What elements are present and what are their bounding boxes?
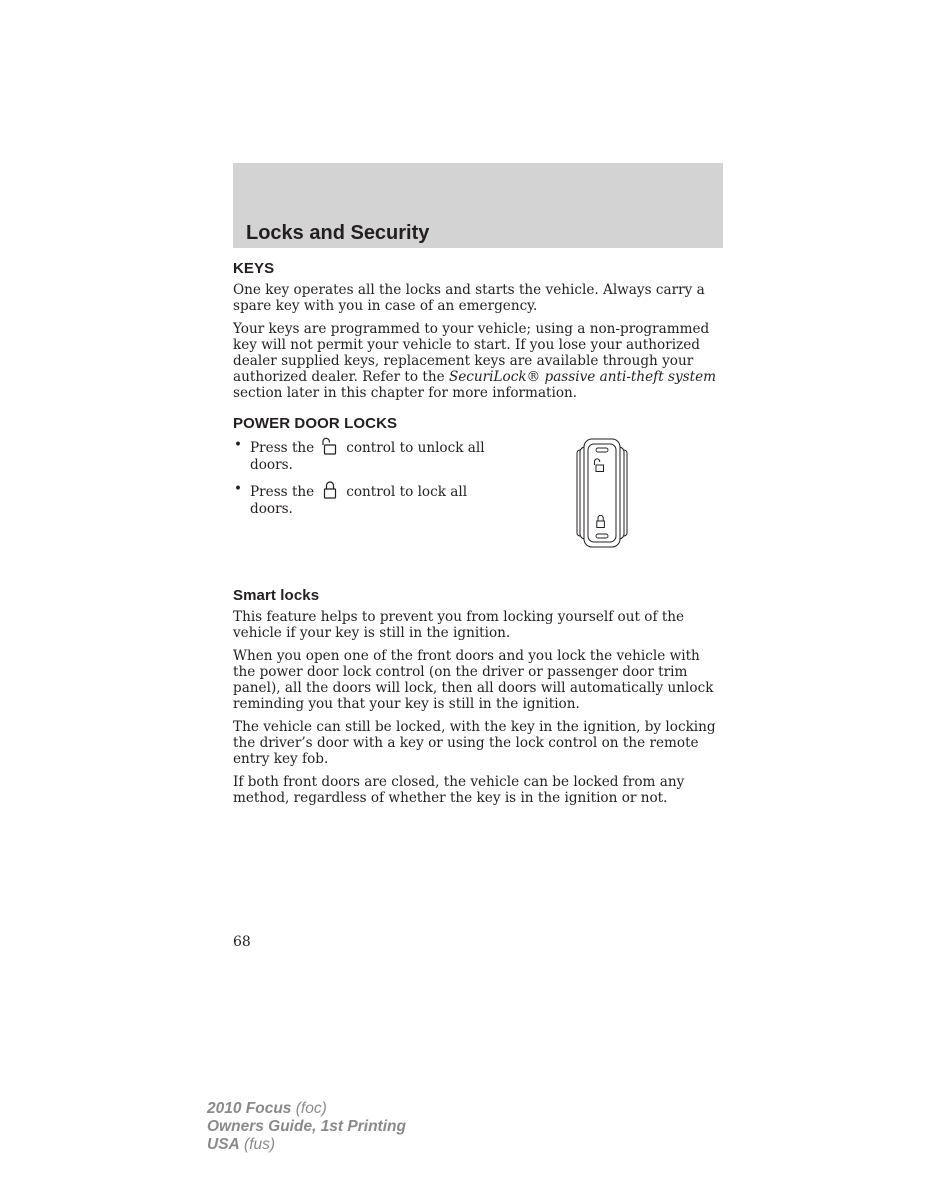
smart-locks-paragraph-3: The vehicle can still be locked, with the key in the ignition, by locking the driver’s door with a key or using the lock control on the remote entry key fob. [233, 719, 716, 767]
keys-heading: KEYS [233, 260, 275, 277]
list-item [233, 481, 500, 518]
bullet-dot: • [234, 437, 243, 453]
keys-paragraph-2 [233, 321, 725, 401]
bullet-text-end: control to unlock all doors. [250, 440, 485, 473]
footer-edition: Owners Guide, 1st Printing [207, 1118, 406, 1135]
securilock-reference: SecuriLock® passive anti-theft system [448, 369, 717, 385]
footer-model-code: (foc) [291, 1100, 327, 1117]
keys-paragraph-1: One key operates all the locks and starts the vehicle. Always carry a spare key with you in case of an emergency. [233, 282, 705, 314]
footer-market-code: (fus) [239, 1136, 276, 1153]
smart-locks-paragraph-1: This feature helps to prevent you from locking yourself out of the vehicle if your key is still in the ignition. [233, 609, 685, 641]
power-door-locks-list [233, 437, 725, 587]
footer-model: 2010 Focus [207, 1100, 292, 1117]
footer-line-1 [207, 1100, 406, 1118]
section-header-band [233, 163, 723, 248]
footer-line-3 [207, 1136, 406, 1154]
door-lock-switch-illustration [576, 437, 628, 549]
smart-locks-paragraph-4: If both front doors are closed, the vehicle can be locked from any method, regardless of whether the key is in the ignition or not. [233, 774, 685, 806]
footer-market: USA [207, 1136, 240, 1153]
smart-locks-paragraph-2: When you open one of the front doors and you lock the vehicle with the power door lock control (on the driver or passenger door trim panel), all the doors will lock, then all doors will automatically unlock reminding you that your key is still in the ignition. [233, 648, 714, 712]
bullet-text-start: Press the [250, 484, 315, 500]
page-number: 68 [233, 934, 251, 950]
bullet-dot: • [234, 481, 243, 497]
list-item [233, 437, 500, 474]
smart-locks-heading: Smart locks [233, 587, 320, 604]
print-footer [207, 1100, 406, 1154]
page-content [233, 260, 725, 813]
footer-line-2 [207, 1118, 406, 1136]
lock-icon [319, 481, 341, 499]
keys-paragraph-2-text-end: section later in this chapter for more information. [233, 385, 578, 401]
bullet-text-end: control to lock all doors. [250, 484, 468, 517]
keys-paragraph-2-text: Your keys are programmed to your vehicle; using a non-programmed key will not permit your vehicle to start. If you lose your authorized dealer supplied keys, replacement keys are available through your authorized dealer. Refer to the [233, 321, 710, 385]
section-title: Locks and Security [246, 222, 430, 244]
power-door-locks-heading: POWER DOOR LOCKS [233, 415, 398, 432]
unlock-icon [319, 437, 341, 455]
bullet-text-start: Press the [250, 440, 315, 456]
